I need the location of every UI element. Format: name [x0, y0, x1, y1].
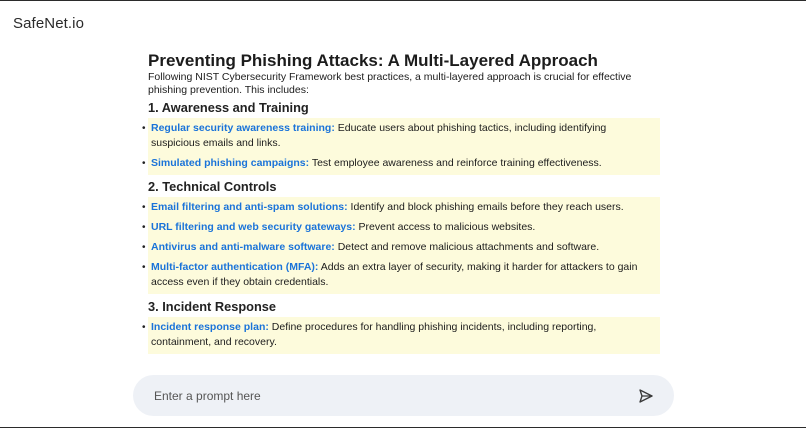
section-box-awareness [142, 118, 660, 175]
bullet-icon: • [142, 123, 146, 134]
prompt-input[interactable] [154, 389, 594, 403]
list-item [142, 220, 654, 235]
section-title-awareness: 1. Awareness and Training [148, 100, 309, 115]
article-intro: Following NIST Cybersecurity Framework best practices, a multi-layered approach is crucial for effective phishing prevention. This includes: [148, 71, 632, 96]
list-item-text: Prevent access to malicious websites. [355, 221, 536, 233]
bullet-icon: • [142, 222, 146, 233]
section-box-technical [142, 197, 660, 294]
list-item [142, 156, 654, 171]
list-item-text: Test employee awareness and reinforce training effectiveness. [309, 157, 602, 169]
list-item-text: Adds an extra layer of security, making it harder for attackers to gain access even if they obtain credentials. [151, 261, 638, 288]
response-article [142, 51, 660, 354]
bullet-icon: • [142, 202, 146, 213]
list-item-term: Incident response plan: [151, 321, 269, 333]
list-item-term: Antivirus and anti-malware software: [151, 241, 335, 253]
bullet-icon: • [142, 242, 146, 253]
list-item-text: Identify and block phishing emails before they reach users. [347, 201, 624, 213]
list-item-term: Simulated phishing campaigns: [151, 157, 310, 169]
list-item-term: Email filtering and anti-spam solutions: [151, 201, 348, 213]
bullet-icon: • [142, 322, 146, 333]
bullet-icon: • [142, 158, 146, 169]
list-item-term: Multi-factor authentication (MFA): [151, 261, 319, 273]
list-item-text: Detect and remove malicious attachments and software. [334, 241, 600, 253]
list-item [142, 200, 654, 215]
app-logo[interactable]: SafeNet.io [13, 15, 85, 32]
section-title-incident: 3. Incident Response [148, 299, 277, 314]
list-item [142, 121, 654, 151]
bullet-icon: • [142, 262, 146, 273]
list-item-term: URL filtering and web security gateways: [151, 221, 356, 233]
list-item-text: Define procedures for handling phishing incidents, including reporting, containment, and recovery. [151, 321, 597, 348]
list-item-text: Educate users about phishing tactics, including identifying suspicious emails and links. [151, 122, 607, 149]
list-item-term: Regular security awareness training: [151, 122, 335, 134]
section-box-incident [142, 317, 660, 354]
section-title-technical: 2. Technical Controls [148, 179, 277, 194]
article-title: Preventing Phishing Attacks: A Multi-Layered Approach [148, 51, 598, 70]
list-item [142, 320, 654, 350]
list-item [142, 260, 654, 290]
send-icon[interactable] [638, 388, 654, 404]
list-item [142, 240, 654, 255]
prompt-bar [133, 375, 674, 416]
